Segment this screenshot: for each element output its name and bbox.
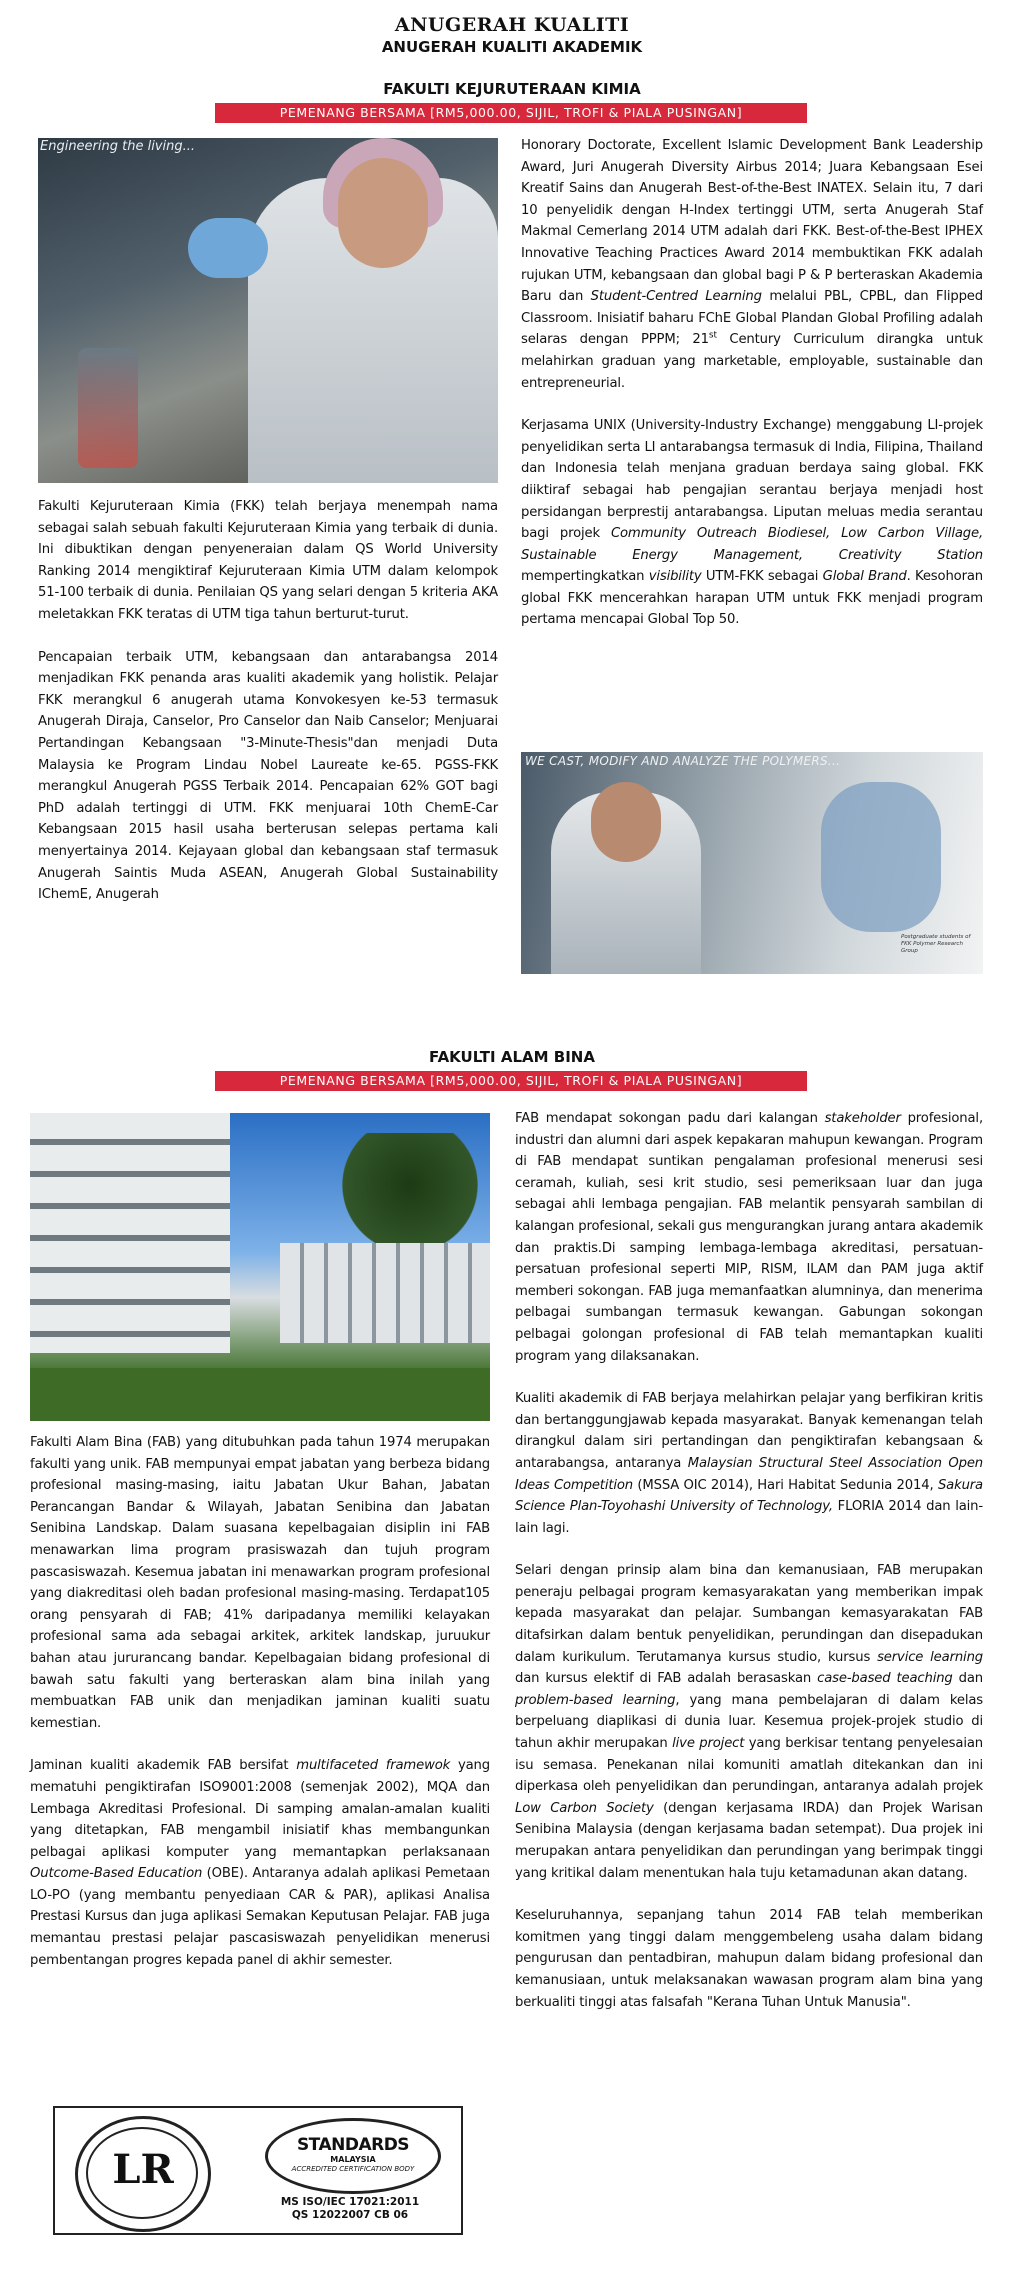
fkk-right-column: [521, 135, 983, 631]
building-photo-fab: [30, 1113, 490, 1421]
paragraph: Kualiti akademik di FAB berjaya melahirkan pelajar yang berfikiran kritis dan bertanggungjawab kepada masyarakat. Banyak kemenangan telah dirangkul dalam siri pertandingan dan pengiktirafan kebangsaan & antarabangsa, antaranya Malaysian Structural Steel Association Open Ideas Competition (MSSA OIC 2014), Hari Habitat Sedunia 2014, Sakura Science Plan-Toyohashi University of Technology, FLORIA 2014 dan lain-lain lagi.: [515, 1391, 984, 1536]
standards-country: MALAYSIA: [330, 2155, 376, 2164]
paragraph: Keseluruhannya, sepanjang tahun 2014 FAB telah memberikan komitmen yang tinggi dalam menggembeleng usaha dalam bidang pengurusan dan pentadbiran, mahupun dalam bidang profesional dan kemanusiaan, untuk melaksanakan wawasan program alam bina yang berkualiti tinggi atas falsafah "Kerana Tuhan Untuk Manusia".: [515, 1908, 983, 2010]
paragraph: Pencapaian terbaik UTM, kebangsaan dan antarabangsa 2014 menjadikan FKK penanda aras kualiti akademik yang holistik. Pelajar FKK merangkul 6 anugerah utama Konvokesyen ke-53 termasuk Anugerah Diraja, Canselor, Pro Canselor dan Naib Canselor; Menjuarai Pertandingan Kebangsaan "3-Minute-Thesis"dan menjadi Duta Malaysia ke Program Lindau Nobel Laureate ke-65. PGSS-FKK merangkul Anugerah PGSS Terbaik 2014. Pencapaian 62% GOT bagi PhD adalah tertinggi di UTM. FKK menjuarai 10th ChemE-Car Kebangsaan 2015 hasil usaha berterusan selepas pertama kali menyertainya 2014. Kejayaan global dan kebangsaan staf termasuk Anugerah Saintis Muda ASEAN, Anugerah Global Sustainability IChemE, Anugerah: [38, 649, 498, 903]
paragraph: Kerjasama UNIX (University-Industry Exchange) menggabung LI-projek penyelidikan serta LI antarabangsa termasuk di India, Filipina, Thailand dan Indonesia telah menjana graduan berdaya saing global. FKK diiktiraf sebagai hab pengajian serantau berjaya menjadi host persidangan berprestij antarabangsa. Liputan meluas media serantau bagi projek Community Outreach Biodiesel, Low Carbon Village, Sustainable Energy Management, Creativity Station mempertingkatkan visibility UTM-FKK sebagai Global Brand. Kesohoran global FKK mencerahkan harapan UTM untuk FKK menjadi program pertama mencapai Global Top 50.: [521, 418, 983, 628]
standards-name: STANDARDS: [296, 2135, 410, 2155]
certification-logos: [53, 2106, 463, 2235]
fab-left-column: [30, 1432, 490, 1971]
fkk-left-column: [38, 496, 498, 906]
standards-body: ACCREDITED CERTIFICATION BODY: [291, 2165, 415, 2173]
lloyds-register-logo: LR: [75, 2116, 211, 2232]
paragraph: Selari dengan prinsip alam bina dan kemanusiaan, FAB merupakan peneraju pelbagai program kemasyarakatan yang memberikan impak kepada masyarakat dan pelajar. Sumbangan kemasyarakatan FAB ditafsirkan dalam bentuk penyelidikan, perundingan dan disepadukan dalam kurikulum. Terutamanya kursus studio, kursus service learning dan kursus elektif di FAB adalah berasaskan case-based teaching dan problem-based learning, yang mana pembelajaran di dalam kelas berpeluang diaplikasi di dunia luar. Kesemua projek-projek studio di tahun akhir merupakan live project yang berkisar tentang penyelesaian isu semasa. Penekanan nilai komuniti amatlah ditekankan dan ini diperkasa oleh penyelidikan dan perundingan, antaranya adalah projek Low Carbon Society (dengan kerjasama IRDA) dan Projek Warisan Senibina Malaysia (dengan kerjasama badan setempat). Dua projek ini merupakan antara penyelidikan dan perundingan yang berimpak tinggi yang kritikal dalam menentukan hala tuju ketamadunan akan datang.: [515, 1563, 984, 1881]
photo-caption-fkk: Engineering the living...: [40, 139, 196, 154]
award-banner-fkk: PEMENANG BERSAMA [RM5,000.00, SIJIL, TROFI & PIALA PUSINGAN]: [215, 103, 807, 123]
paragraph: Jaminan kualiti akademik FAB bersifat multifaceted framewok yang mematuhi pengiktirafan ISO9001:2008 (semenjak 2002), MQA dan Lembaga Akreditasi Profesional. Di samping amalan-amalan kualiti yang ditetapkan, FAB mengambil inisiatif khas membangunkan pelbagai aplikasi komputer yang memantapkan perlaksanaan Outcome-Based Education (OBE). Antaranya adalah aplikasi Pemetaan LO-PO (yang membantu penyediaan CAR & PAR), aplikasi Analisa Prestasi Kursus dan juga aplikasi Semakan Keputusan Pelajar. FAB juga memantau prestasi pelajar pascasiswazah penyelidikan menerusi pembentangan progres kepada panel di akhir semester.: [30, 1758, 491, 1968]
fab-right-column: [515, 1108, 983, 2013]
paragraph: Honorary Doctorate, Excellent Islamic Development Bank Leadership Award, Juri Anugerah Diversity Airbus 2014; Juara Kebangsaan Esei Kreatif Sains dan Anugerah Best-of-the-Best INATEX. Selain itu, 7 dari 10 penyelidik dengan H-Index tertinggi UTM, serta Anugerah Staf Makmal Cemerlang 2014 UTM adalah dari FKK. Best-of-the-Best IPHEX Innovative Teaching Practices Award 2014 membuktikan FKK adalah rujukan UTM, kebangsaan dan global bagi P & P berteraskan Akademia Baru dan Student-Centred Learning melalui PBL, CPBL, dan Flipped Classroom. Inisiatif baharu FChE Global Plandan Global Profiling adalah selaras dengan PPPM; 21st Century Curriculum dirangka untuk melahirkan graduan yang marketable, employable, sustainable dan entrepreneurial.: [521, 138, 983, 391]
polymer-lab-photo: [521, 752, 983, 974]
paragraph: FAB mendapat sokongan padu dari kalangan stakeholder profesional, industri dan alumni dari aspek kepakaran mahupun kewangan. Program di FAB mendapat suntikan pengalaman profesional menerusi sesi ceramah, kuliah, sesi krit studio, sesi pemeriksaan luar dan juga sebagai ahli lembaga pengajian. FAB melantik pensyarah sambilan di kalangan profesional, sekali gus mengurangkan jurang antara akademik dan praktis.Di samping lembaga-lembaga akreditasi, persatuan-persatuan profesional seperti MIP, RISM, ILAM dan PAM juga aktif memberi sokongan. FAB juga memanfaatkan alumninya, dan menerima pelbagai sumbangan termasuk kewangan. Gabungan sokongan pelbagai golongan profesional di FAB telah memantapkan kualiti program yang dilaksanakan.: [515, 1111, 983, 1364]
accreditation-numbers: MS ISO/IEC 17021:2011 QS 12022007 CB 06: [280, 2196, 420, 2221]
page-subtitle: ANUGERAH KUALITI AKADEMIK: [381, 38, 643, 56]
paragraph: Fakulti Kejuruteraan Kimia (FKK) telah berjaya menempah nama sebagai salah sebuah fakulti Kejuruteraan Kimia yang terbaik di dunia. Ini dibuktikan dengan penyeneraian dalam QS World University Ranking 2014 mengiktiraf Kejuruteraan Kimia UTM dalam kelompok 51-100 terbaik di dunia. Penilaian QS yang selari dengan 5 kriteria AKA meletakkan FKK teratas di UTM tiga tahun berturut-turut.: [38, 499, 499, 622]
photo-credit-polymer: Postgraduate students of FKK Polymer Research Group: [901, 934, 971, 954]
photo-caption-polymer: WE CAST, MODIFY AND ANALYZE THE POLYMERS...: [525, 754, 841, 768]
lab-photo-fkk: [38, 138, 498, 483]
standards-malaysia-logo: [265, 2118, 441, 2194]
section-title-fkk: FAKULTI KEJURUTERAAN KIMIA: [383, 80, 641, 98]
page-title: ANUGERAH KUALITI: [394, 14, 630, 36]
section-title-fab: FAKULTI ALAM BINA: [429, 1048, 595, 1066]
paragraph: Fakulti Alam Bina (FAB) yang ditubuhkan pada tahun 1974 merupakan fakulti yang unik. FAB mempunyai empat jabatan yang berbeza bidang profesional masing-masing, iaitu Jabatan Ukur Bahan, Jabatan Perancangan Bandar & Wilayah, Jabatan Senibina dan Jabatan Senibina Landskap. Dalam suasana kepelbagaian disiplin ini FAB menawarkan lima program prasiswazah dan tujuh program pascasiswazah. Kesemua jabatan ini menawarkan program profesional yang diakreditasi oleh badan profesional masing-masing. Terdapat105 orang pensyarah di FAB; 41% daripadanya memiliki kelayakan profesional sama ada sebagai arkitek, arkitek landskap, juruukur bahan atau jururancang bandar. Kepelbagaian bidang profesional di bawah satu fakulti yang berteraskan alam bina inilah yang membuatkan FAB unik dan menjadikan jaminan kualiti suatu kemestian.: [30, 1435, 490, 1731]
award-banner-fab: PEMENANG BERSAMA [RM5,000.00, SIJIL, TROFI & PIALA PUSINGAN]: [215, 1071, 807, 1091]
